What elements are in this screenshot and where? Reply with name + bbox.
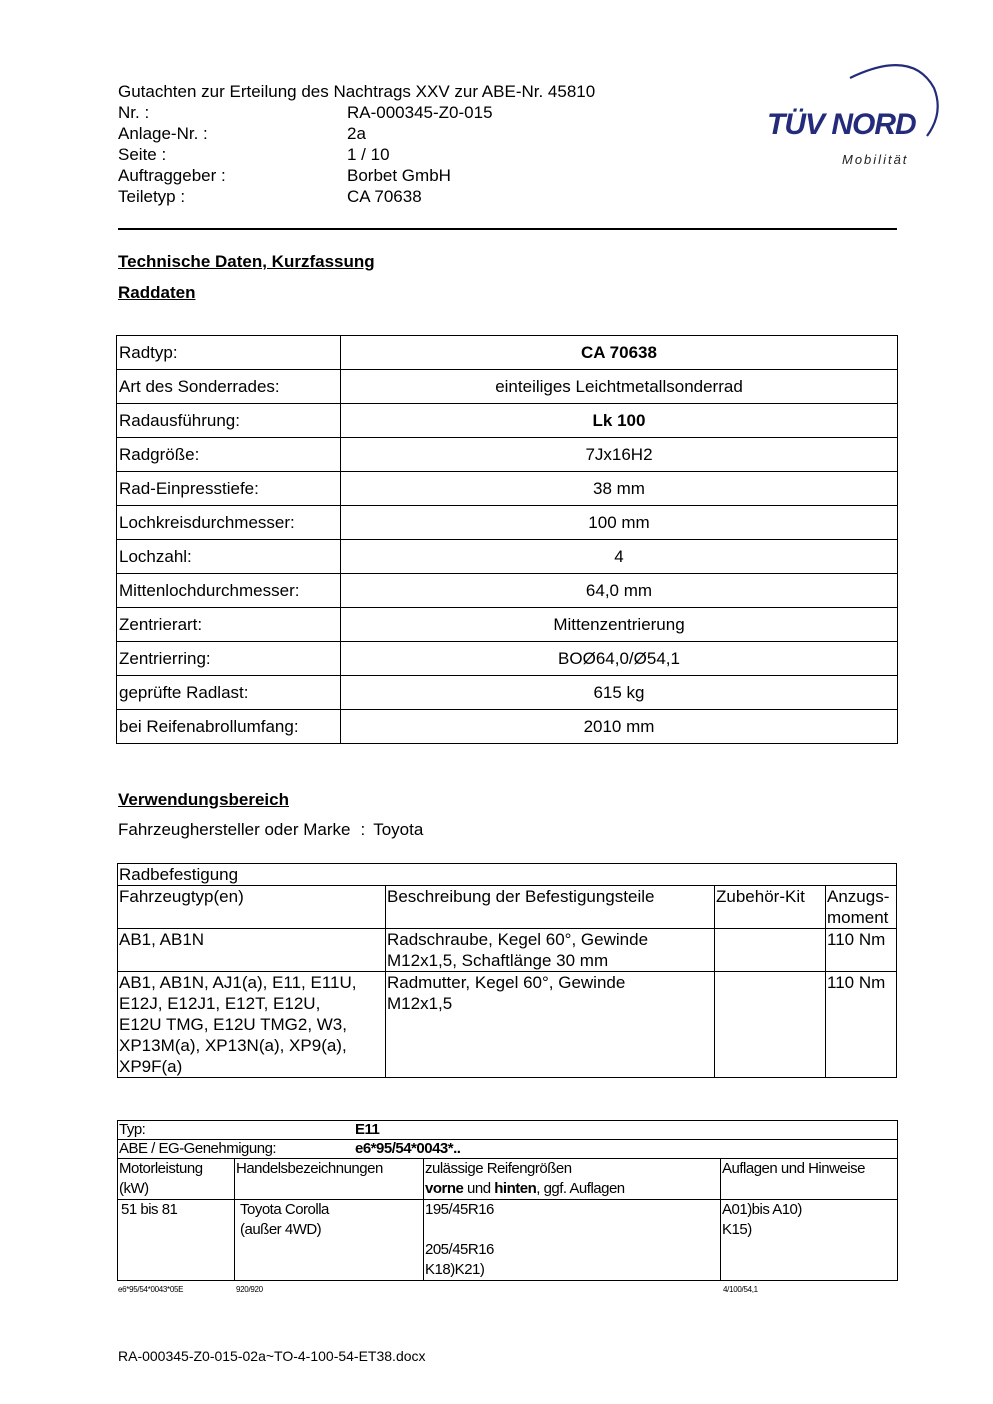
radbefestigung-title: Radbefestigung [118,864,897,886]
handelsbezeichnung: Toyota Corolla (außer 4WD) [235,1200,424,1281]
typ-header-row [118,1159,898,1200]
footer-filename: RA-000345-Z0-015-02a~TO-4-100-54-ET38.docx [118,1348,426,1364]
table-row [117,574,898,608]
table-row [117,472,898,506]
fahrzeugtypen: AB1, AB1N, AJ1(a), E11, E11U, E12J, E12J1, E12T, E12U, E12U TMG, E12U TMG2, W3, XP13M(a), XP13N(a), XP9(a), XP9F(a) [118,972,386,1078]
raddaten-label: Rad-Einpresstiefe: [117,472,341,506]
header-key-anlage: Anlage-Nr. : [118,124,208,143]
section-title: Technische Daten, Kurzfassung [118,252,375,271]
reifen-header-hinten: hinten [494,1180,537,1197]
raddaten-label: bei Reifenabrollumfang: [117,710,341,744]
abe-label: ABE / EG-Genehmigung: [119,1140,277,1157]
table-row [117,336,898,370]
zubehoer-kit [715,972,826,1078]
table-row [118,1200,898,1281]
raddaten-value: 64,0 mm [341,574,898,608]
reifen-header-rest: , ggf. Auflagen [536,1180,625,1197]
abe-row [118,1140,898,1159]
abe-cell [118,1140,898,1159]
raddaten-value: 38 mm [341,472,898,506]
raddaten-label: Lochzahl: [117,540,341,574]
table-row [117,506,898,540]
reifen-header-line1: zulässige Reifengrößen [425,1160,572,1177]
raddaten-value: Lk 100 [341,404,898,438]
anzugsmoment: 110 Nm [826,929,897,972]
zubehoer-kit [715,929,826,972]
raddaten-label: Zentrierring: [117,642,341,676]
header-title: Gutachten zur Erteilung des Nachtrags XXV zur ABE-Nr. 45810 [118,82,596,101]
header-value-auftraggeber: Borbet GmbH [347,166,451,185]
reifengroessen: 195/45R16 205/45R16 K18)K21) [424,1200,721,1281]
raddaten-value: einteiliges Leichtmetallsonderrad [341,370,898,404]
marke-label: Fahrzeughersteller oder Marke [118,820,351,839]
logo-subtitle: Mobilität [842,152,909,167]
header-zubehoer-kit: Zubehör-Kit [715,886,826,929]
typ-cell [118,1121,898,1140]
table-row [118,929,897,972]
table-row [117,438,898,472]
reifen-header-vorne: vorne [425,1180,464,1197]
raddaten-value: 615 kg [341,676,898,710]
raddaten-value: BOØ64,0/Ø54,1 [341,642,898,676]
header-key-nr: Nr. : [118,103,150,122]
marke-line [118,820,423,840]
radbefestigung-header-row [118,886,897,929]
typ-value: E11 [355,1121,380,1138]
reifen-header-und: und [463,1180,495,1197]
befestigung-beschreibung: Radmutter, Kegel 60°, Gewinde M12x1,5 [386,972,715,1078]
raddaten-label: Radtyp: [117,336,341,370]
raddaten-label: Mittenlochdurchmesser: [117,574,341,608]
raddaten-title: Raddaten [118,283,196,302]
tiny-ratio: 920/920 [236,1285,263,1294]
raddaten-value: 2010 mm [341,710,898,744]
header-beschreibung: Beschreibung der Befestigungsteile [386,886,715,929]
auflagen-hinweise: A01)bis A10) K15) [721,1200,898,1281]
motorleistung: 51 bis 81 [118,1200,235,1281]
table-row [117,710,898,744]
raddaten-label: Radausführung: [117,404,341,438]
raddaten-label: Zentrierart: [117,608,341,642]
verwendung-title: Verwendungsbereich [118,790,289,809]
abe-value: e6*95/54*0043*.. [355,1140,461,1157]
table-row [117,404,898,438]
anzugsmoment: 110 Nm [826,972,897,1078]
header-anzugsmoment: Anzugs- moment [826,886,897,929]
raddaten-value: 7Jx16H2 [341,438,898,472]
tuv-nord-logo [762,58,942,173]
header-motorleistung: Motorleistung (kW) [118,1159,235,1200]
marke-separator: : [360,820,366,839]
raddaten-label: Art des Sonderrades: [117,370,341,404]
header-value-seite: 1 / 10 [347,145,390,164]
header-fahrzeugtyp: Fahrzeugtyp(en) [118,886,386,929]
header-key-seite: Seite : [118,145,167,164]
befestigung-beschreibung: Radschraube, Kegel 60°, Gewinde M12x1,5, Schaftlänge 30 mm [386,929,715,972]
raddaten-value: CA 70638 [341,336,898,370]
header-value-teiletyp: CA 70638 [347,187,422,206]
header-value-nr: RA-000345-Z0-015 [347,103,493,122]
header-auflagen: Auflagen und Hinweise [721,1159,898,1200]
table-row [117,642,898,676]
document-header [118,81,595,207]
header-key-auftraggeber: Auftraggeber : [118,166,226,185]
header-reifengroessen [424,1159,721,1200]
logo-name: TÜV NORD [767,108,916,141]
table-row [117,676,898,710]
radbefestigung-title-row [118,864,897,886]
raddaten-label: Radgröße: [117,438,341,472]
tiny-approval: e6*95/54*0043*05E [118,1285,184,1294]
typ-label: Typ: [119,1121,146,1138]
header-handelsbezeichnungen: Handelsbezeichnungen [235,1159,424,1200]
typ-row [118,1121,898,1140]
table-row [117,540,898,574]
typ-table [117,1120,898,1281]
table-row [117,608,898,642]
raddaten-label: geprüfte Radlast: [117,676,341,710]
header-value-anlage: 2a [347,124,366,143]
table-row [118,972,897,1078]
fahrzeugtypen: AB1, AB1N [118,929,386,972]
header-key-teiletyp: Teiletyp : [118,187,186,206]
header-divider [118,228,897,230]
raddaten-label: Lochkreisdurchmesser: [117,506,341,540]
raddaten-table [116,335,898,744]
raddaten-value: 4 [341,540,898,574]
table-row [117,370,898,404]
raddaten-value: Mittenzentrierung [341,608,898,642]
radbefestigung-table [117,863,897,1078]
tiny-bolt-pattern: 4/100/54,1 [723,1285,758,1294]
raddaten-value: 100 mm [341,506,898,540]
marke-value: Toyota [373,820,424,839]
